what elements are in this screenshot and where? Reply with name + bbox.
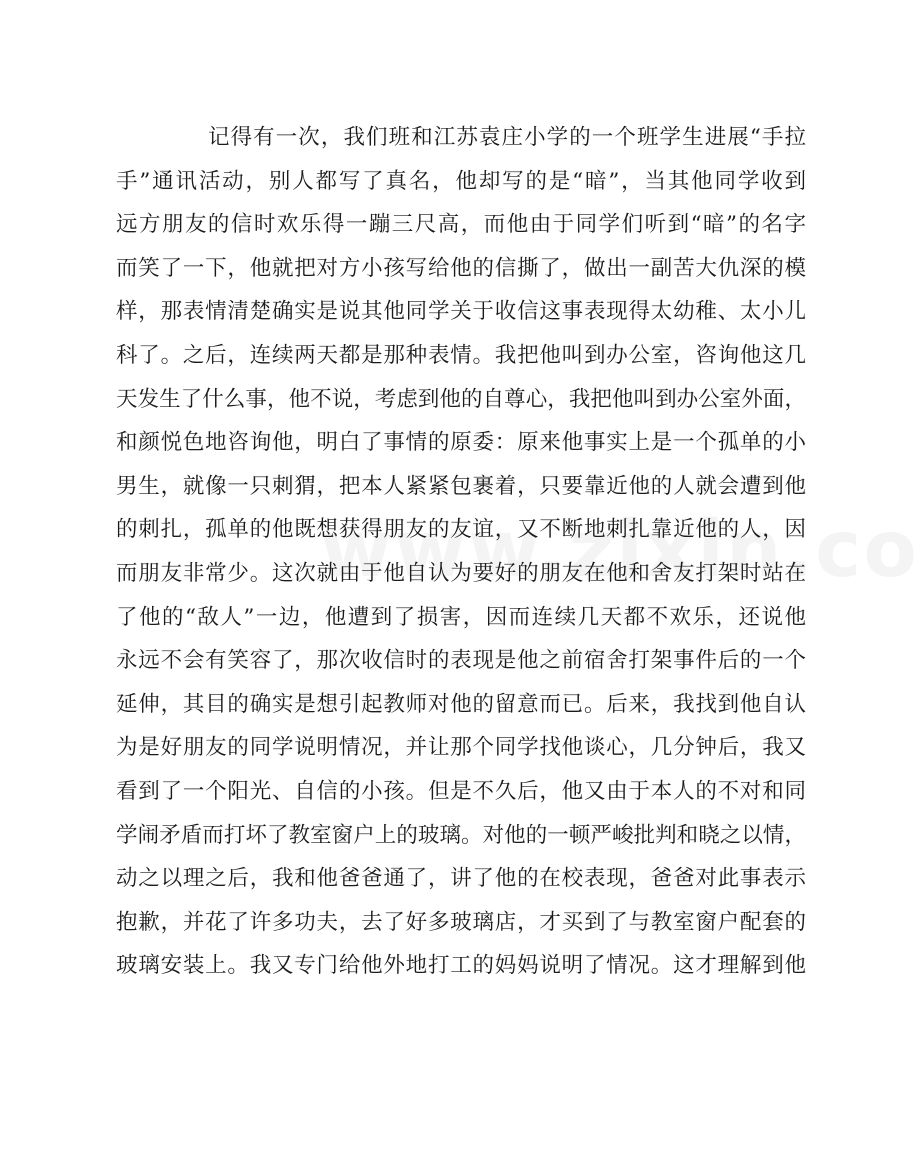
text-line: 抱歉，并花了许多功夫，去了好多玻璃店，才买到了与教室窗户配套的 xyxy=(116,909,806,935)
text-line: 而笑了一下，他就把对方小孩写给他的信撕了，做出一副苦大仇深的模 xyxy=(116,255,806,281)
text-line: 了他的“敌人”一边，他遭到了损害，因而连续几天都不欢乐，还说他 xyxy=(116,604,806,630)
text-line: 看到了一个阳光、自信的小孩。但是不久后，他又由于本人的不对和同 xyxy=(116,778,806,804)
text-line: 而朋友非常少。这次就由于他自认为要好的朋友在他和舍友打架时站在 xyxy=(116,560,806,586)
text-line: 远方朋友的信时欢乐得一蹦三尺高，而他由于同学们听到“暗”的名字 xyxy=(116,212,806,238)
text-line: 的刺扎，孤单的他既想获得朋友的友谊，又不断地刺扎靠近他的人，因 xyxy=(116,517,806,543)
text-line: 天发生了什么事，他不说，考虑到他的自尊心，我把他叫到办公室外面， xyxy=(116,386,806,412)
text-line: 延伸，其目的确实是想引起教师对他的留意而已。后来，我找到他自认 xyxy=(116,691,806,717)
text-line: 男生，就像一只刺猬，把本人紧紧包裹着，只要靠近他的人就会遭到他 xyxy=(116,473,806,499)
text-line: 学闹矛盾而打坏了教室窗户上的玻璃。对他的一顿严峻批判和晓之以情， xyxy=(116,822,806,848)
body-paragraph xyxy=(116,116,806,988)
text-line: 样，那表情清楚确实是说其他同学关于收信这事表现得太幼稚、太小儿 xyxy=(116,299,806,325)
text-line: 和颜悦色地咨询他，明白了事情的原委：原来他事实上是一个孤单的小 xyxy=(116,430,806,456)
text-line: 手”通讯活动，别人都写了真名，他却写的是“暗”，当其他同学收到 xyxy=(116,168,806,194)
text-line: 为是好朋友的同学说明情况，并让那个同学找他谈心，几分钟后，我又 xyxy=(116,735,806,761)
text-line: 玻璃安装上。我又专门给他外地打工的妈妈说明了情况。这才理解到他 xyxy=(116,953,806,979)
text-line: 动之以理之后，我和他爸爸通了，讲了他的在校表现，爸爸对此事表示 xyxy=(116,866,806,892)
text-line: 永远不会有笑容了，那次收信时的表现是他之前宿舍打架事件后的一个 xyxy=(116,648,806,674)
text-line: 记得有一次，我们班和江苏袁庄小学的一个班学生进展“手拉 xyxy=(208,125,806,150)
text-line: 科了。之后，连续两天都是那种表情。我把他叫到办公室，咨询他这几 xyxy=(116,342,806,368)
